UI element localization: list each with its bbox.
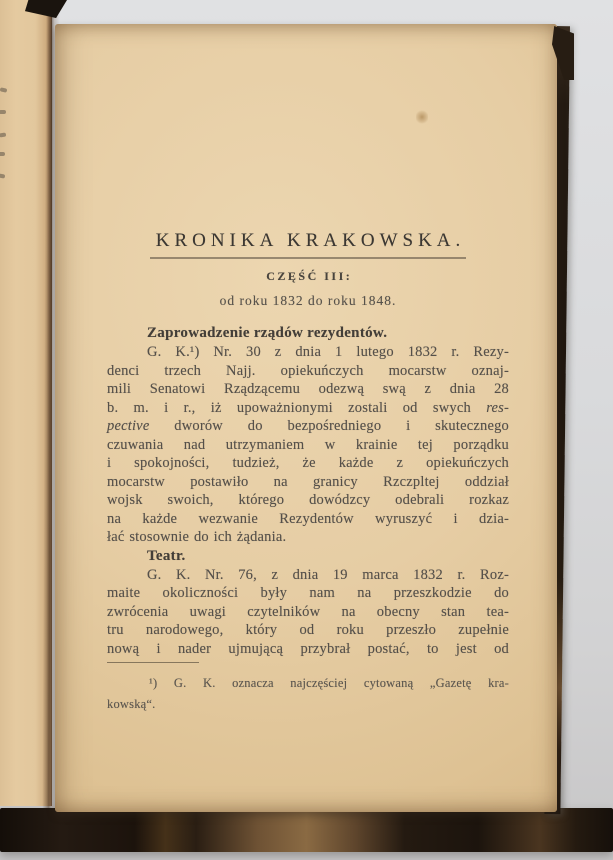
part-label: CZĘŚĆ III: bbox=[266, 269, 353, 283]
page-title: KRONIKA KRAKOWSKA. bbox=[155, 230, 466, 251]
section-heading-teatr: Teatr. bbox=[147, 547, 186, 564]
text-line: łać stosownie do ich żądania. bbox=[107, 529, 287, 545]
paragraph-rezydenci bbox=[107, 343, 509, 547]
page-text-block bbox=[107, 24, 509, 812]
date-range-label: od roku 1832 do roku 1848. bbox=[219, 293, 397, 308]
text-line: b. m. i r., iż upoważnionymi zostali od swych res- bbox=[107, 399, 509, 416]
title-rule bbox=[150, 257, 466, 259]
text-line: czuwania nad utrzymaniem w krainie tej porządku bbox=[107, 436, 509, 453]
text-line: mocarstw postawiło na granicy Rzczpltej oddział bbox=[107, 473, 509, 490]
text-line: i spokojności, tudzież, że każde z opiekuńczych bbox=[107, 455, 509, 471]
left-page-text-fragment bbox=[0, 110, 6, 114]
text-line: na każde wezwanie Rezydentów wyruszyć i dzia- bbox=[107, 510, 509, 527]
text-line: tru narodowego, który od roku przeszło zupełnie bbox=[107, 622, 509, 638]
section-heading-rezydenci: Zaprowadzenie rządów rezydentów. bbox=[147, 325, 388, 341]
text-line: pective dworów do bezpośredniego i skutecznego bbox=[107, 418, 509, 434]
text-line: zwrócenia uwagi czytelników na obecny stan tea- bbox=[107, 603, 509, 620]
book-page bbox=[55, 24, 557, 812]
text-line: ¹) G. K. oznacza najczęściej cytowaną „Gazetę kra- bbox=[149, 676, 509, 690]
footnote bbox=[107, 673, 509, 714]
text-line: mili Senatowi Rządzącemu odezwą swą z dnia 28 bbox=[107, 381, 509, 397]
text-line: maite okoliczności były nam na przeszkodzie do bbox=[107, 585, 509, 601]
book-cover-bottom-edge bbox=[0, 808, 613, 852]
paragraph-teatr bbox=[107, 566, 509, 659]
left-page-text-fragment bbox=[0, 152, 5, 156]
text-line: denci trzech Najj. opiekuńczych mocarstw oznaj- bbox=[107, 362, 509, 379]
text-line: kowską“. bbox=[107, 696, 156, 711]
text-line: wojsk swoich, którego dowódzcy odebrali rozkaz bbox=[107, 492, 509, 508]
text-line: G. K.¹) Nr. 30 z dnia 1 lutego 1832 r. Rezy- bbox=[147, 344, 509, 360]
text-line: nową i nader ujmującą przybrał postać, to jest od bbox=[107, 640, 509, 657]
footnote-separator-rule bbox=[107, 662, 199, 663]
text-line: G. K. Nr. 76, z dnia 19 marca 1832 r. Roz- bbox=[147, 566, 509, 583]
